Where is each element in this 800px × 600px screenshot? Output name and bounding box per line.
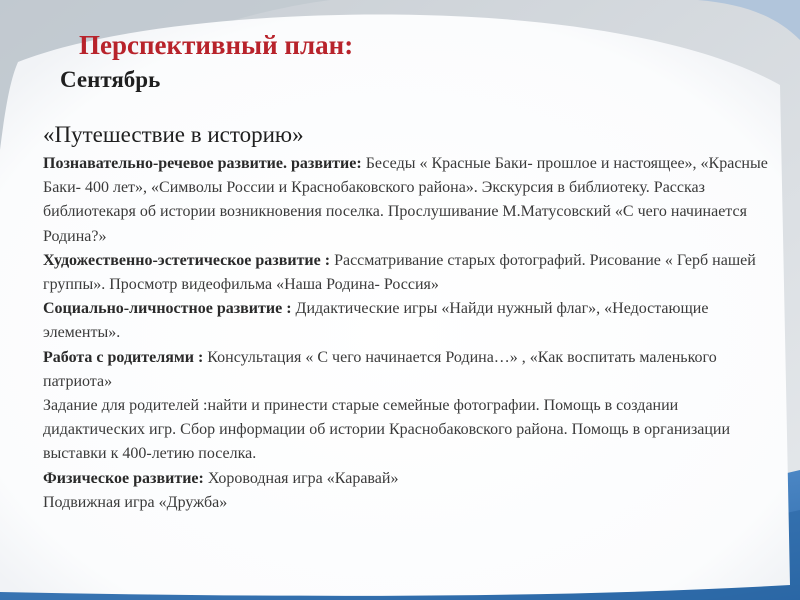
section-label: Физическое развитие: [43,469,204,487]
page-title: Перспективный план: [79,30,354,60]
section-parents-tasks [43,394,773,467]
section-text: Дидактические игры «Найди нужный флаг», «Недостающие элементы». [43,300,709,342]
plan-heading: «Путешествие в историю» [43,122,304,147]
section-artistic-aesthetic [43,249,773,297]
section-parents [43,346,773,394]
section-label: Работа с родителями : [43,348,204,366]
section-physical-game [43,491,773,515]
section-text: Беседы « Красные Баки- прошлое и настоящее», «Красные Баки- 400 лет», «Символы России и Краснобаковского района». Экскурсия в библиотеку. Рассказ библиотекаря об истории возникновения поселка. Прослушивание М.Матусовский «С чего начинается Родина?» [43,155,768,245]
section-text: Консультация « С чего начинается Родина…» , «Как воспитать маленького патриота» [43,348,717,390]
section-text: Рассматривание старых фотографий. Рисование « Герб нашей группы». Просмотр видеофильма «Наша Родина- Россия» [43,251,756,294]
section-social-personal [43,297,773,345]
section-physical [43,467,773,491]
month-subtitle: Сентябрь [60,67,161,92]
section-label: Познавательно-речевое развитие. развитие: [43,155,362,172]
section-label: Социально-личностное развитие : [43,300,292,318]
section-text: Хороводная игра «Каравай» [203,469,399,487]
section-text: Подвижная игра «Дружба» [43,493,228,511]
plan-content [43,120,773,515]
section-text: Задание для родителей :найти и принести старые семейные фотографии. Помощь в создании дидактических игр. Сбор информации об истории Краснобаковского района. Помощь в организации выставки к 400-летию поселка. [43,397,731,463]
section-label: Художественно-эстетическое развитие : [43,251,331,269]
section-cognitive-speech [43,152,773,249]
